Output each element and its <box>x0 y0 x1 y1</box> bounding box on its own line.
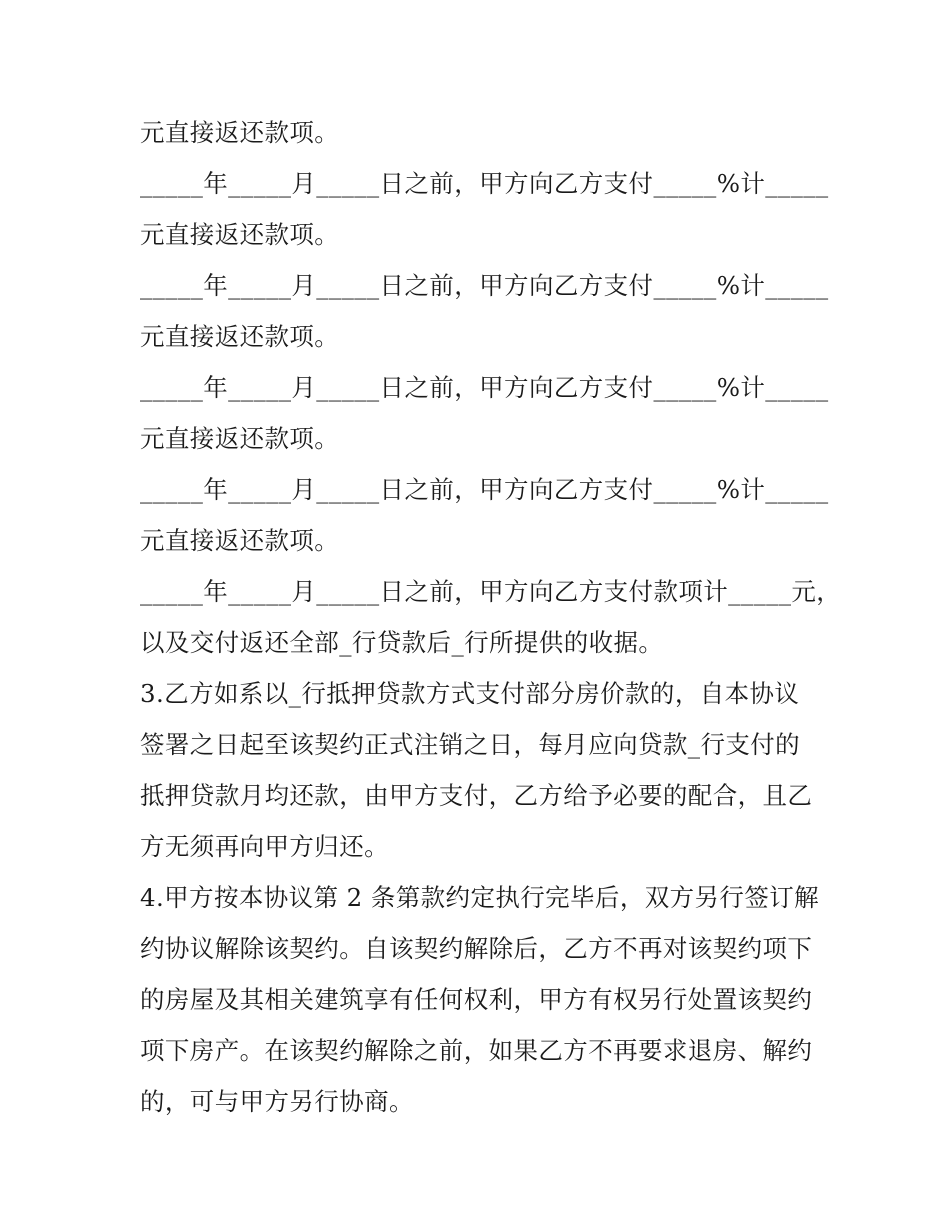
clause-3-line: 抵押贷款月均还款，由甲方支付，乙方给予必要的配合，且乙 <box>140 781 813 810</box>
text-line: _____年_____月_____日之前，甲方向乙方支付_____%计_____ <box>140 373 829 402</box>
text-line: 元直接返还款项。 <box>140 220 340 249</box>
clause-3-line: 3.乙方如系以_行抵押贷款方式支付部分房价款的，自本协议 <box>140 679 800 708</box>
text-line: 元直接返还款项。 <box>140 526 340 555</box>
clause-3-line: 签署之日起至该契约正式注销之日，每月应向贷款_行支付的 <box>140 730 801 759</box>
text-line: 元直接返还款项。 <box>140 424 340 453</box>
clause-4-line: 的房屋及其相关建筑享有任何权利，甲方有权另行处置该契约 <box>140 985 813 1014</box>
text-line: 元直接返还款项。 <box>140 118 340 147</box>
clause-4-line: 4.甲方按本协议第 2 条第款约定执行完毕后，双方另行签订解 <box>140 883 820 912</box>
text-line: _____年_____月_____日之前，甲方向乙方支付_____%计_____ <box>140 169 829 198</box>
clause-4-line: 约协议解除该契约。自该契约解除后，乙方不再对该契约项下 <box>140 934 813 963</box>
document-body <box>140 107 842 1127</box>
text-line: 以及交付返还全部_行贷款后_行所提供的收据。 <box>140 628 664 657</box>
clause-4-line: 的，可与甲方另行协商。 <box>140 1087 414 1116</box>
text-line: _____年_____月_____日之前，甲方向乙方支付款项计_____元， <box>140 577 842 606</box>
clause-4-line: 项下房产。在该契约解除之前，如果乙方不再要求退房、解约 <box>140 1036 813 1065</box>
text-line: _____年_____月_____日之前，甲方向乙方支付_____%计_____ <box>140 475 829 504</box>
text-line: 元直接返还款项。 <box>140 322 340 351</box>
clause-3-line: 方无须再向甲方归还。 <box>140 832 389 861</box>
text-line: _____年_____月_____日之前，甲方向乙方支付_____%计_____ <box>140 271 829 300</box>
